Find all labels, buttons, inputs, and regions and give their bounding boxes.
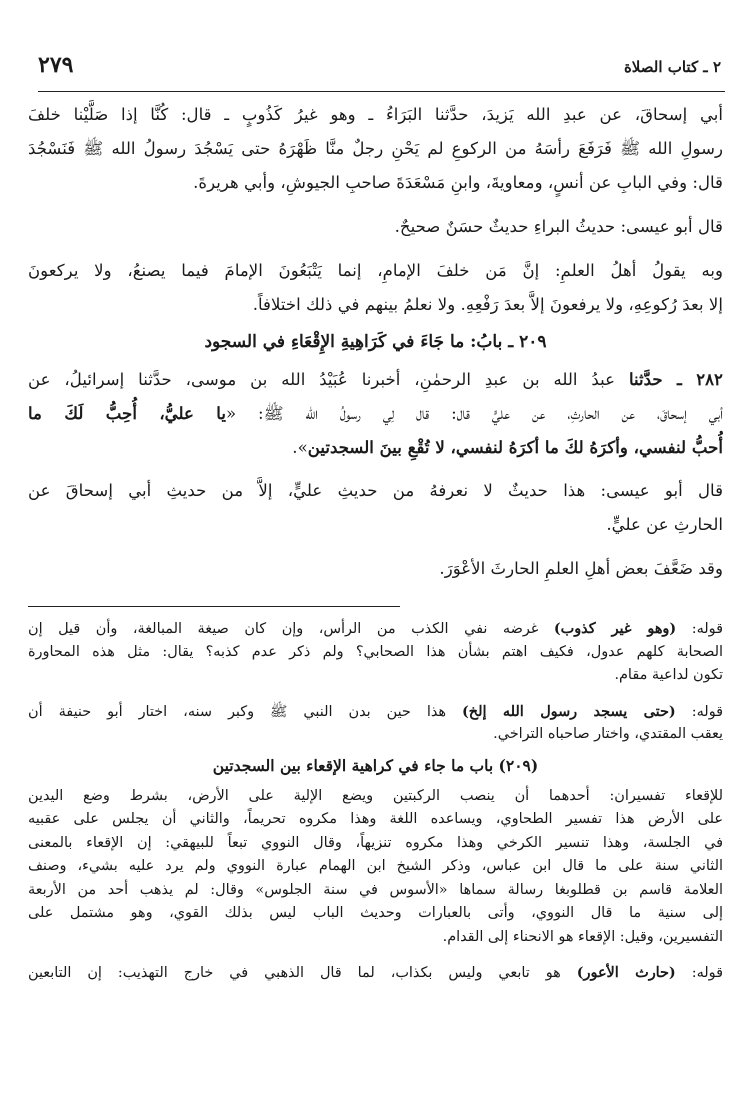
paragraph-comment	[28, 474, 723, 542]
hadith-isnad: عبدُ الله بن عبدِ الرحمٰنِ، أخبرنا عُبَيْدُ الله بن موسى، حدَّثنا إسرائيلُ، عن	[28, 370, 629, 389]
text-line	[28, 700, 723, 724]
paragraph-scholars	[28, 254, 723, 322]
text-line	[28, 617, 723, 641]
footnote-separator	[28, 606, 400, 607]
text-line: قال: وفي البابِ عن أنسٍ، ومعاويةَ، وابنِ مَسْعَدَةَ صاحبِ الجيوشِ، وأبي هريرةَ.	[193, 173, 723, 192]
note-prefix: قوله:	[676, 621, 723, 637]
text-line: الثاني سنة على ما قال ابن عباس، وذكر الشيخ ابن الهمام عبارة النووي ولم يرد عليه بشيء، وصنف	[28, 858, 723, 874]
text-line: قال أبو عيسى: هذا حديثٌ لا نعرفهُ من حديثِ عليٍّ، إلاَّ من حديثِ أبي إسحاقَ عن	[28, 481, 723, 500]
note	[28, 617, 723, 688]
note-prefix: قوله:	[675, 965, 723, 981]
text-line: الحارثِ عن عليٍّ.	[606, 515, 723, 534]
text-line: العلامة قاسم بن قطلوبغا رسالة سماها «الأسوس في سنة الجلوس» وقال: لم يذهب أحد من الأربعة	[28, 881, 723, 898]
running-title: ٢ ـ كتاب الصلاة	[623, 58, 721, 76]
hadith-isnad-cont: أبي إسحاقَ، عن الحارثِ، عن عليٍّ قال: قال لِي رسولُ الله ﷺ: «	[225, 404, 723, 423]
hadith-close: ».	[292, 438, 308, 457]
note-lemma: (وهو غير كذوب)	[553, 620, 677, 637]
text-line	[28, 961, 723, 985]
text-line: تكون لداعية مقام.	[614, 667, 723, 683]
note	[28, 961, 723, 985]
hadith-282	[28, 362, 723, 464]
chapter-title: (٢٠٩) باب ما جاء في كراهية الإقعاء بين السجدتين	[212, 755, 539, 775]
header-rule	[38, 91, 725, 92]
hadith-matn: أُحبُّ لنفسي، وأكرَهُ لكَ ما أكرَهُ لنفسي، لا تُقْعِ بينَ السجدتين	[307, 437, 723, 457]
text-line: التفسيرين، وقيل: الإقعاء هو الانحناء إلى القدام.	[442, 928, 723, 945]
paragraph-grading	[28, 210, 723, 244]
hadith-matn: يا عليُّ، أُحِبُّ لَكَ ما	[28, 403, 226, 423]
section-title: ٢٠٩ ـ بابُ: ما جَاءَ في كَرَاهِيةِ الإِقْعَاءِ في السجود	[204, 332, 547, 352]
text-line	[28, 396, 723, 430]
text-line: رسولِ الله ﷺ فَرَفَعَ رأسَهُ من الركوعِ لم يَحْنِ رجلٌ منَّا ظَهْرَهُ حتى يَسْجُدَ رسولُ الله ﷺ فَنَسْجُدَ	[28, 139, 723, 158]
note-lemma: (حارث الأعور)	[576, 964, 676, 981]
text-line: إلا بعدَ رُكوعِهِ، ولا يرفعونَ إلاَّ بعدَ رَفْعِهِ. ولا نعلمُ بينهم في ذلك اختلافاً.	[252, 295, 723, 314]
note-paragraph	[28, 785, 723, 950]
note-text: هو تابعي وليس بكذاب، لما قال الذهبي في خارج التهذيب: إن التابعين	[28, 965, 577, 981]
text-line: وبه يقولُ أهلُ العلمِ: إنَّ مَن خلفَ الإمامِ، إنما يَتْبَعُونَ الإمامَ فيما يصنعُ، ولا يركعونَ	[28, 261, 723, 280]
text-line: قال أبو عيسى: حديثُ البراءِ حديثٌ حسَنٌ صحيحٌ.	[394, 217, 723, 236]
note-text: هذا حين بدن النبي ﷺ وكبر سنه، اختار أبو حنيفة أن	[28, 703, 462, 720]
commentary-notes	[28, 617, 723, 985]
note-lemma: (حتى يسجد رسول الله إلخ)	[461, 702, 676, 720]
hadith-number: ٢٨٢ ـ حدَّثنا	[628, 369, 723, 389]
note-text: غرضه نفي الكذب من الرأس، وإن كان صيغة المبالغة، وأن قيل إن	[28, 621, 554, 637]
main-text	[28, 98, 723, 586]
text-line	[28, 362, 723, 396]
page-header	[28, 44, 725, 84]
text-line: الصحابة كلهم عدول، فكيف اهتم بشأن هذا الصحابي؟ ولم ذكر عدم كذبه؟ يقال: مثل هذه المحاورة	[28, 643, 723, 660]
text-line: إلى سنية ما قال النووي، وأتى بالعبارات وحديث الباب ليس بذلك القوي، وهو مشتمل على	[28, 905, 723, 921]
text-line: للإقعاء تفسيران: أحدهما أن ينصب الركبتين ويضع الإلية على الأرض، بشرط وضع اليدين	[28, 787, 723, 804]
page-number: ٢٧٩	[38, 52, 74, 78]
text-line: أبي إسحاقَ، عن عبدِ الله يَزيدَ، حدَّثنا البَرَاءُ ـ وهو غيرُ كَذُوبٍ ـ قال: كُنَّا إذا صَلَّيْنا خلفَ	[28, 105, 723, 124]
paragraph-bab	[28, 166, 723, 200]
text-line	[28, 430, 723, 464]
text-line: يعقب المقتدي، واختار صاحباه التراخي.	[493, 726, 723, 742]
text-line: في الجلسة، وهذا تنسير الكرخي وهذا مكروه تنزيهاً، وقال النووي تبعاً للبيهقي: إن الإقعاء بالمعنى	[28, 834, 723, 851]
text-line: على الأرض هذا تفسير الطحاوي، ويساعده اللغة وهذا مكروه تحريماً، والثاني أن يجلس على عقبيه	[28, 811, 723, 827]
note	[28, 700, 723, 747]
text-line: وقد ضَعَّفَ بعض أهلِ العلمِ الحارثَ الأعْوَرَ.	[439, 559, 723, 578]
paragraph-isnad	[28, 98, 723, 166]
note-prefix: قوله:	[675, 703, 723, 720]
paragraph-weakness	[28, 552, 723, 586]
